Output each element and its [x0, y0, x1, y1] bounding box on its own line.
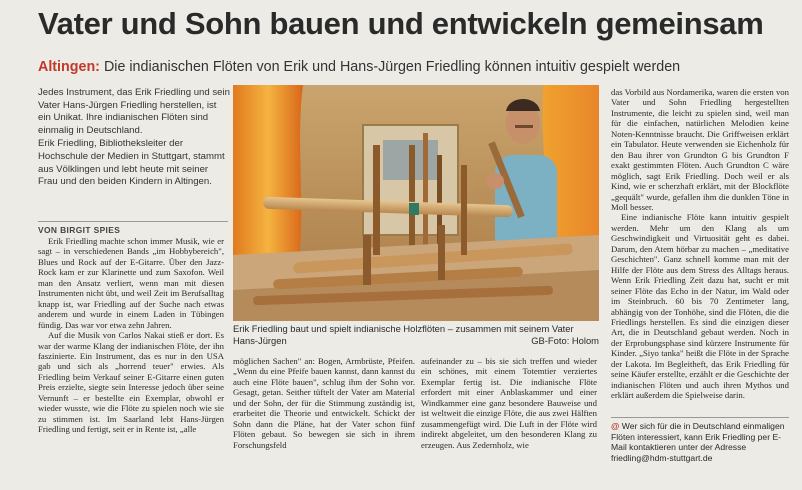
contact-note: [611, 417, 789, 463]
photo-illustration: [233, 85, 599, 321]
article-paragraph: Auf die Musik von Carlos Nakai stieß er dort. Es war der warme Klang der indianischen Flöte, der ihn faszinierte. Ein Instrument, das es nur in den USA gab und sich als „horrend teuer" erwies. Als Friedling beim Verkauf seiner E-Gitarre einen guten Preis erzielte, siegte sein Interesse jedoch über seine Vernunft – er bestellte ein Exemplar, obwohl er wieder wusste, wie die Flöte zu spielen noch wie sie zu stimmen ist. Im Saarland lebt Hans-Jürgen Friedling und fertigt, seit er in Rente ist, „alle: [38, 330, 224, 435]
photo-credit: GB-Foto: Holom: [531, 335, 599, 346]
intro-paragraph: Jedes Instrument, das Erik Friedling und sein Vater Hans-Jürgen Friedling herstellen, ist ein Unikat. Ihre indianischen Flöten sind einmalig in Deutschland.: [38, 87, 230, 136]
photo-caption: [233, 323, 599, 347]
article-paragraph: Eine indianische Flöte kann intuitiv gespielt werden. Mehr um den Klang als um Geschwindigkeit und Virtuosität geht es dabei. Darum, den Atem hörbar zu machen – „meditative Geschichten". Ganz schnell komme man mit der Hilfe der Flöte aus dem Stress des Alltags heraus. Wenn Erik Friedling Zeit dazu hat, sucht er mit seiner Flöte das Echo in der Natur, im Wald oder im Steinbruch. 60 bis 70 Zentimeter lang, abhängig von der Tonhöhe, sind die Flöten, die die Friedlings herstellen. Es sind die einzigen dieser Art, die in Deutschland gebaut werden. Noch in der Erprobungsphase sind kürzere Instrumente für Kinder. „Siyo tanka" heißt die Flöte in der Sprache der Lakota. Im Begleitheft, das Erik Friedling für seine Käufer erstellte, erzählt er die Geschichte der indianischen Flöten und auch ihren Mythos und erklärt außerdem die Spielweise darin.: [611, 212, 789, 401]
at-icon: @: [611, 421, 620, 431]
intro-paragraph: Erik Friedling, Bibliotheksleiter der Hochschule der Medien in Stuttgart, stammt aus Völklingen und lebt heute mit seiner Frau und den beiden Kindern in Altingen.: [38, 138, 225, 188]
subheadline: [38, 59, 798, 75]
subheadline-place: Altingen:: [38, 59, 100, 75]
article-paragraph: Erik Friedling machte schon immer Musik, wie er sagt – in verschiedenen Bands „im Hobbybereich", Blues und Rock auf der E-Gitarre. Über den Jazz-Rock kam er zur Klarinette und zum Saxofon. Weil man den Ansatz verliert, wenn man mit diesen Instrumenten nicht übt, und weil Zeit im Berufsalltag knapp ist, war Friedling auf der Suche nach etwas anderem und wurde in einem Laden in Tübingen fündig. Das war vor etwa zehn Jahren.: [38, 236, 224, 330]
contact-note-text: Wer sich für die in Deutschland einmaligen Flöten interessiert, kann Erik Friedling per E-Mail kontaktieren unter der Adresse friedling@hdm-stuttgart.de: [611, 421, 785, 463]
subheadline-text: Die indianischen Flöten von Erik und Hans-Jürgen Friedling können intuitiv gespielt werden: [103, 59, 681, 75]
article-column-3: [421, 356, 597, 450]
article-column-2: [233, 356, 415, 450]
headline: Vater und Sohn bauen und entwickeln gemeinsam: [38, 6, 764, 41]
article-column-4: [611, 87, 789, 401]
article-column-1: [38, 236, 224, 435]
article-photo: [233, 85, 599, 321]
caption-text: Erik Friedling baut und spielt indianische Holzflöten – zusammen mit seinem Vater Hans-Jürgen: [233, 323, 574, 346]
article-paragraph: das Vorbild aus Nordamerika, waren die ersten von Vater und Sohn Friedling hergestellten Instrumente, die leicht zu spielen sind, weil man für die einfachen, natürlichen Melodien keine Noten-Kenntnisse braucht. Die Griffweisen erklärt ein Tabulator. Heute verwenden sie Eichenholz für den Bau ihrer von Grundton G bis Grundton F exakt gestimmten Flöten. Auch Grundton C wäre möglich, sagt Erik Friedling. Doch weil er als Kind, wie er scherzhaft erklärt, mit der Blockflöte „gequält" wurde, gefallen ihm die dunklen Töne in Moll besser.: [611, 87, 789, 212]
article-paragraph: aufeinander zu – bis sie sich treffen und wieder ein schönes, mit einem Totemtier verziertes Exemplar fertig ist. Die indianische Flöte erfordert mit einer Anblaskammer und einer Windkammer eine ganz besondere Bauweise und ist weltweit die einzige Flöte, die aus zwei Hälften zusammengefügt wird. Die Luft in der Flöte wird indirekt abgeleitet, um den besonderen Klang zu erzeugen. Aus Zedernholz, wie: [421, 356, 597, 450]
article-paragraph: möglichen Sachen" an: Bogen, Armbrüste, Pfeifen. „Wenn du eine Pfeife bauen kannst, dann kannst du auch eine Flöte bauen", schlug ihm der Sohn vor. Gesagt, getan. Seither tüftelt der Vater am Material und der Sohn, der für die Stimmung zuständig ist, erarbeitet die Theorie und entwickelt. Schickt der Sohn dann die Pläne, hat der Vater schon fünf Flöten gebaut. So bewegen sie sich in ihrem Forschungsfeld: [233, 356, 415, 450]
byline: VON BIRGIT SPIES: [38, 221, 228, 235]
intro-block: [38, 87, 230, 190]
